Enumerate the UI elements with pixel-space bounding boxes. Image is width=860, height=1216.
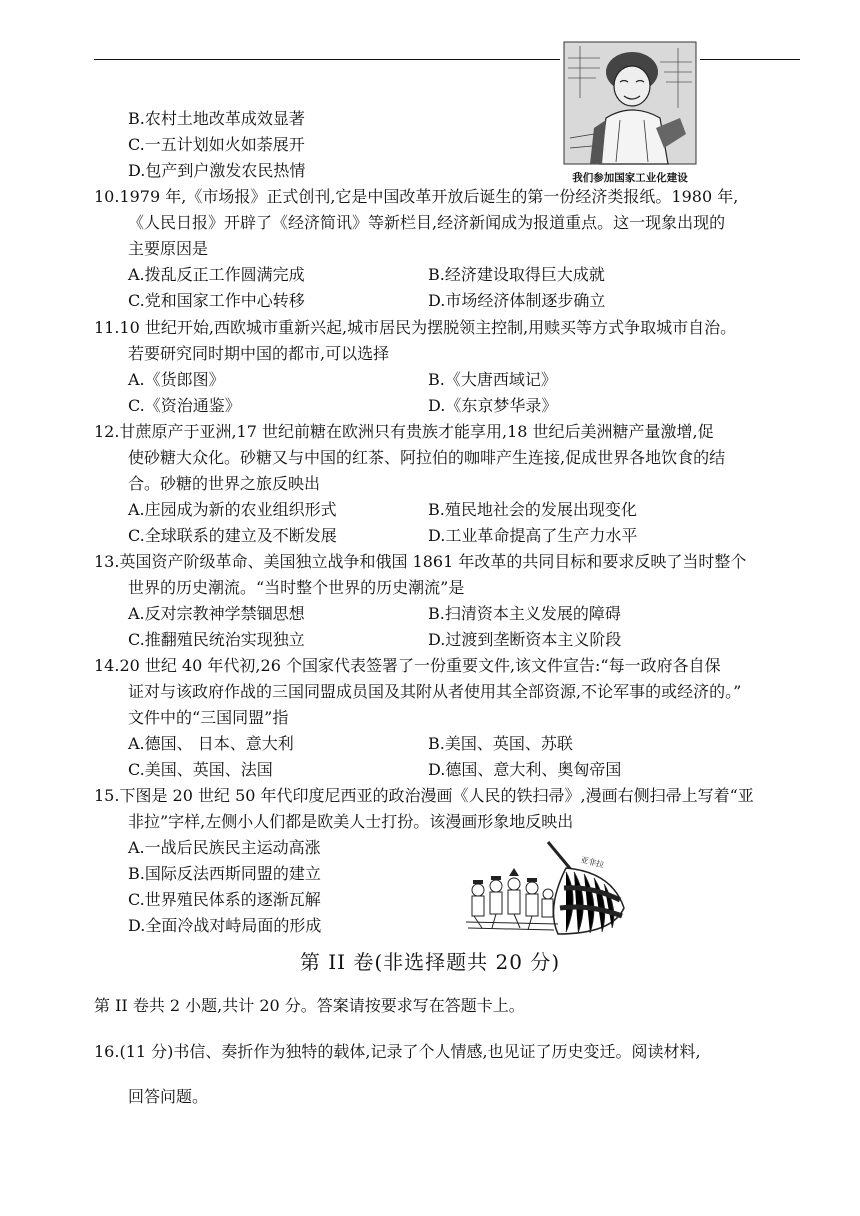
q12-stem-line-1: 12.甘蔗原产于亚洲,17 世纪前糖在欧洲只有贵族才能享用,18 世纪后美洲糖产量激增,促 — [94, 422, 714, 441]
q13-option-c: C.推翻殖民统治实现独立 — [128, 630, 305, 649]
q12-option-b: B.殖民地社会的发展出现变化 — [428, 500, 637, 519]
poster-illustration — [560, 38, 700, 190]
broom-cartoon-image — [462, 838, 626, 938]
q15-option-c: C.世界殖民体系的逐渐瓦解 — [128, 890, 321, 909]
q15-stem-line-1: 15.下图是 20 世纪 50 年代印度尼西亚的政治漫画《人民的铁扫帚》,漫画右侧扫帚上写着“亚 — [94, 786, 754, 805]
q11-option-c: C.《资治通鉴》 — [128, 396, 241, 415]
q15-option-b: B.国际反法西斯同盟的建立 — [128, 864, 321, 883]
q10-option-a: A.拨乱反正工作圆满完成 — [128, 265, 305, 284]
q11-stem-line-1: 11.10 世纪开始,西欧城市重新兴起,城市居民为摆脱领主控制,用赎买等方式争取城市自治。 — [94, 318, 737, 337]
poster-caption: 我们参加国家工业化建设 — [572, 172, 688, 184]
q9-option-d: D.包产到户激发农民热情 — [128, 161, 306, 180]
q10-option-b: B.经济建设取得巨大成就 — [428, 265, 605, 284]
q10-stem-line-2: 《人民日报》开辟了《经济简讯》等新栏目,经济新闻成为报道重点。这一现象出现的 — [128, 213, 726, 232]
q11-option-b: B.《大唐西域记》 — [428, 370, 557, 389]
poster-image — [560, 38, 700, 190]
q14-stem-line-2: 证对与该政府作战的三国同盟成员国及其附从者使用其全部资源,不论军事的或经济的。” — [128, 682, 742, 701]
q12-stem-line-2: 使砂糖大众化。砂糖又与中国的红茶、阿拉伯的咖啡产生连接,促成世界各地饮食的结 — [128, 448, 726, 467]
part2-note: 第 II 卷共 2 小题,共计 20 分。答案请按要求写在答题卡上。 — [94, 996, 525, 1015]
q12-option-a: A.庄园成为新的农业组织形式 — [128, 500, 337, 519]
q16-stem-line-1: 16.(11 分)书信、奏折作为独特的载体,记录了个人情感,也见证了历史变迁。阅读材料, — [94, 1042, 701, 1061]
q15-stem-line-2: 非拉”字样,左侧小人们都是欧美人士打扮。该漫画形象地反映出 — [128, 812, 574, 831]
q13-option-a: A.反对宗教神学禁锢思想 — [128, 604, 305, 623]
q14-option-b: B.美国、英国、苏联 — [428, 734, 573, 753]
q14-option-d: D.德国、意大利、奥匈帝国 — [428, 760, 622, 779]
broom-label: 亚非拉 — [579, 855, 605, 870]
q14-stem-line-1: 14.20 世纪 40 年代初,26 个国家代表签署了一份重要文件,该文件宣告:“每一政府各自保 — [94, 656, 721, 675]
q15-option-a: A.一战后民族民主运动高涨 — [128, 838, 321, 857]
broom-cartoon-illustration — [462, 838, 626, 938]
q11-stem-line-2: 若要研究同时期中国的都市,可以选择 — [128, 344, 390, 363]
q13-option-d: D.过渡到垄断资本主义阶段 — [428, 630, 622, 649]
q13-stem-line-2: 世界的历史潮流。“当时整个世界的历史潮流”是 — [128, 578, 465, 597]
q14-stem-line-3: 文件中的“三国同盟”指 — [128, 708, 289, 727]
q12-option-c: C.全球联系的建立及不断发展 — [128, 526, 337, 545]
q15-option-d: D.全面冷战对峙局面的形成 — [128, 916, 322, 935]
q9-option-c: C.一五计划如火如荼展开 — [128, 135, 305, 154]
q16-stem-line-2: 回答问题。 — [128, 1087, 209, 1106]
q14-option-c: C.美国、英国、法国 — [128, 760, 273, 779]
part2-title: 第 II 卷(非选择题共 20 分) — [299, 950, 561, 974]
q10-option-d: D.市场经济体制逐步确立 — [428, 291, 606, 310]
q14-option-a: A.德国、 日本、意大利 — [128, 734, 294, 753]
q13-stem-line-1: 13.英国资产阶级革命、美国独立战争和俄国 1861 年改革的共同目标和要求反映了当时整个 — [94, 552, 747, 571]
q12-option-d: D.工业革命提高了生产力水平 — [428, 526, 638, 545]
q9-option-b: B.农村土地改革成效显著 — [128, 109, 305, 128]
q10-stem-line-1: 10.1979 年,《市场报》正式创刊,它是中国改革开放后诞生的第一份经济类报纸。1980 年, — [94, 187, 739, 206]
q13-option-b: B.扫清资本主义发展的障碍 — [428, 604, 621, 623]
q10-stem-line-3: 主要原因是 — [128, 239, 209, 258]
q11-option-a: A.《货郎图》 — [128, 370, 225, 389]
q10-option-c: C.党和国家工作中心转移 — [128, 291, 305, 310]
q11-option-d: D.《东京梦华录》 — [428, 396, 558, 415]
q12-stem-line-3: 合。砂糖的世界之旅反映出 — [128, 474, 321, 493]
